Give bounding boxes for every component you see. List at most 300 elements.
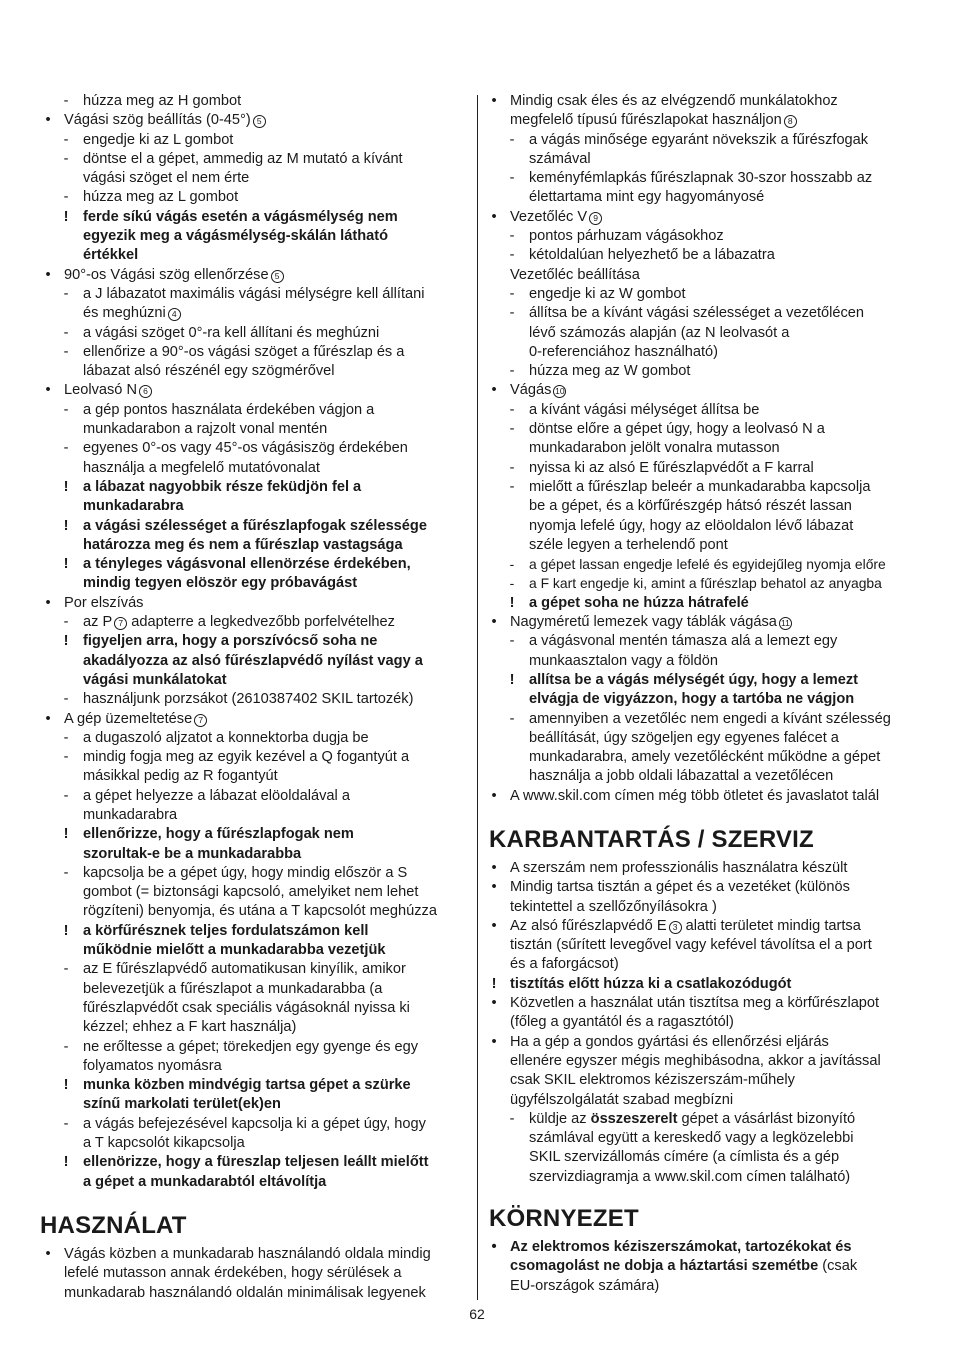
bullet-marker: • (491, 208, 497, 225)
dash-marker: - (63, 285, 69, 302)
warning-marker: ! (63, 826, 69, 843)
text-line (40, 304, 468, 323)
text-line (40, 420, 468, 439)
text-line (40, 555, 468, 574)
text-line (486, 1168, 916, 1187)
line-text: tisztítás előtt húzza ki a csatlakozódugót (510, 975, 792, 992)
right-column (486, 92, 916, 806)
figure-ref-icon: 8 (784, 115, 797, 128)
figure-ref-icon: 9 (589, 212, 602, 225)
text-line (486, 188, 916, 207)
bullet-marker: • (491, 93, 497, 109)
text-line (40, 748, 468, 767)
text-line (40, 980, 468, 999)
line-text: csomagolást ne dobja a háztartási szemétbe (510, 1258, 819, 1275)
column-divider (477, 95, 478, 1300)
line-text: működnie mielőtt a munkadarabba vezetjük (83, 942, 386, 959)
line-text: másikkal pedig az R fogantyút (83, 768, 278, 785)
line-text: munkadarabon jelölt vonalra mutasson (529, 440, 780, 457)
bullet-marker: • (491, 860, 497, 876)
text-line (40, 1284, 468, 1303)
figure-ref-icon: 7 (194, 714, 207, 727)
text-line (40, 1018, 468, 1037)
text-line (486, 459, 916, 478)
line-text: Vágási szög beállítás (0-45°) (64, 112, 251, 129)
text-line (40, 652, 468, 671)
line-text: döntse el a gépet, ammedig az M mutató a kívánt (83, 150, 403, 167)
line-text: keményfémlapkás fűrészlapnak 30-szor hosszabb az (529, 170, 873, 187)
line-text: beállítását, úgy szögeljen egy egyenes falécet a (529, 729, 839, 746)
line-text: Vezetőléc beállítása (510, 266, 640, 283)
text-line (486, 652, 916, 671)
line-text: munkadarabra (83, 806, 178, 823)
line-text: és meghúzni (83, 305, 166, 322)
line-text: (főleg a gyantától és a ragasztótól) (510, 1014, 734, 1031)
line-text-cont: (csak (818, 1258, 858, 1275)
dash-marker: - (63, 401, 69, 418)
line-text: 0-referenciához használható) (529, 343, 719, 360)
line-text: kapcsolja be a gépet úgy, hogy mindig először a S (83, 864, 408, 881)
line-text: széle legyen a terhelendő pont (529, 536, 728, 553)
text-line (40, 710, 468, 729)
line-text: engedje ki az L gombot (83, 131, 234, 148)
text-line (486, 1013, 916, 1032)
dash-marker: - (509, 421, 515, 438)
dash-marker: - (509, 633, 515, 650)
text-line (486, 246, 916, 265)
line-text: folyamatos nyomásra (83, 1057, 222, 1074)
dash-marker: - (63, 864, 69, 881)
line-text: a gépet soha ne húzza hátrafelé (529, 594, 749, 611)
dash-marker: - (63, 131, 69, 148)
line-text: lévő számozás alapján (az N leolvasót a (529, 324, 790, 341)
text-line (486, 710, 916, 729)
line-text: kétoldalúan helyezhető be a lábazatra (529, 247, 775, 264)
line-text: a gépet helyezze a lábazat elöoldalával a (83, 787, 350, 804)
line-text: a F kart engedje ki, amint a fűrészlap behatol az anyagba (529, 575, 882, 592)
text-line (40, 362, 468, 381)
line-text: használja a jobb oldali lábazattal a vezetőlécen (529, 768, 834, 785)
line-text: a lábazat nagyobbik része feküdjön fel a (83, 478, 362, 495)
line-text: a gépet lassan engedje lefelé és egyidejűleg nyomja előre (529, 556, 886, 573)
line-text: nyissa ki az alsó E fűrészlapvédőt a F karral (529, 459, 814, 476)
line-text: a T kapcsolót kikapcsolja (83, 1135, 245, 1152)
line-text: húzza meg az W gombot (529, 363, 691, 380)
line-text: egyenes 0°-os vagy 45°-os vágásiszög érdekében (83, 440, 408, 457)
line-text: tisztán (sűrített levegővel vagy kefével távolítsa el a port (510, 937, 872, 954)
line-text: a körfűrésznek teljes fordulatszámon kell (83, 922, 369, 939)
text-line (486, 1052, 916, 1071)
line-text-cont: alatti területet mindig tartsa (681, 917, 861, 934)
line-text: mindig tegyen elöször egy próbavágást (83, 575, 358, 592)
line-text: tekintettel a szellőzőnyílásokra ) (510, 898, 717, 915)
text-line (40, 517, 468, 536)
text-line (40, 285, 468, 304)
heading-usage: HASZNÁLAT (40, 1212, 187, 1239)
line-text: színű markolati terület(ek)en (83, 1096, 281, 1113)
text-line (40, 536, 468, 555)
dash-marker: - (509, 556, 515, 573)
warning-marker: ! (63, 1154, 69, 1171)
line-text: Ha a gép a gondos gyártási és ellenőrzési eljárás (510, 1033, 829, 1050)
text-line (486, 936, 916, 955)
dash-marker: - (509, 170, 515, 187)
text-line (40, 459, 468, 478)
line-text: Mindig csak éles és az elvégzendő munkálatokhoz (510, 93, 838, 109)
line-text: amennyiben a vezetőléc nem engedi a kívánt szélesség (529, 710, 891, 727)
line-text: gombot (= biztonsági kapcsoló, amelyiket nem lehet (83, 884, 419, 901)
line-text: a dugaszoló aljzatot a konnektorba dugja be (83, 729, 369, 746)
dash-marker: - (63, 150, 69, 167)
text-line (486, 304, 916, 323)
text-line (486, 787, 916, 806)
line-text: 90°-os Vágási szög ellenőrzése (64, 266, 269, 283)
text-line (486, 767, 916, 786)
text-line (40, 729, 468, 748)
line-text: munkadarabon a rajzolt vonal mentén (83, 421, 328, 438)
dash-marker: - (63, 324, 69, 341)
bullet-marker: • (491, 787, 497, 804)
text-line (486, 497, 916, 516)
line-text: szervizdiagramja a www.skil.com címen található) (529, 1168, 851, 1185)
line-text: húzza meg az L gombot (83, 189, 239, 206)
text-line (486, 150, 916, 169)
dash-marker: - (63, 1038, 69, 1055)
bullet-marker: • (45, 266, 51, 283)
text-line (40, 1134, 468, 1153)
line-text: fűrészlapvédőt csak speciális vágásoknál nyissa ki (83, 999, 410, 1016)
text-line (486, 439, 916, 458)
line-text: figyeljen arra, hogy a porszívócső soha ne (83, 633, 378, 650)
text-line (486, 381, 916, 400)
text-line (40, 111, 468, 130)
text-line (486, 266, 916, 285)
line-text: a tényleges vágásvonal ellenörzése érdekében, (83, 556, 411, 573)
text-line (40, 1153, 468, 1172)
figure-ref-icon: 4 (168, 308, 181, 321)
figure-ref-icon: 10 (555, 386, 565, 397)
line-text: és a faforgácsot) (510, 956, 619, 973)
warning-marker: ! (63, 517, 69, 534)
text-line (40, 1076, 468, 1095)
line-text: kézzel; ehhez a F kart használja) (83, 1019, 297, 1036)
line-text: Vezetőléc V (510, 208, 588, 225)
warning-marker: ! (509, 671, 515, 688)
text-line (486, 1129, 916, 1148)
dash-marker: - (509, 459, 515, 476)
line-text: munkadarab használandó oldalán minimálisak legyenek (64, 1284, 426, 1301)
text-line (486, 1148, 916, 1167)
text-line (40, 439, 468, 458)
line-text: a kívánt vágási mélységet állítsa be (529, 401, 760, 418)
text-line (40, 922, 468, 941)
text-line (40, 960, 468, 979)
figure-ref-icon: 3 (669, 921, 682, 934)
line-text: vágási szöget el nem érte (83, 170, 250, 187)
dash-marker: - (509, 131, 515, 148)
line-text: vágási munkálatokat (83, 671, 227, 688)
text-line (486, 111, 916, 130)
text-line (40, 864, 468, 883)
text-line (40, 1264, 468, 1283)
text-line (486, 748, 916, 767)
text-line (486, 1238, 916, 1257)
bullet-marker: • (491, 879, 497, 896)
dash-marker: - (63, 787, 69, 804)
text-line (486, 169, 916, 188)
bullet-marker: • (491, 1033, 497, 1050)
dash-marker: - (63, 961, 69, 978)
text-line (40, 1057, 468, 1076)
text-line (486, 917, 916, 936)
bullet-marker: • (45, 1246, 51, 1262)
text-line (486, 324, 916, 343)
dash-marker: - (509, 575, 515, 592)
dash-marker: - (509, 247, 515, 264)
text-line (40, 1173, 468, 1192)
text-line (40, 131, 468, 150)
bullet-marker: • (45, 382, 51, 399)
text-line (40, 671, 468, 690)
line-text: értékkel (83, 247, 139, 264)
text-line (40, 188, 468, 207)
bullet-marker: • (491, 995, 497, 1012)
text-line (486, 729, 916, 748)
heading-maintenance: KARBANTARTÁS / SZERVIZ (489, 826, 814, 853)
line-text: az P (83, 614, 113, 631)
line-text: ügyfélszolgálatát szabad megbízni (510, 1091, 734, 1108)
text-line (40, 478, 468, 497)
text-line (40, 401, 468, 420)
usage-section (40, 1245, 468, 1303)
line-text: Közvetlen a használat után tisztítsa meg a körfűrészlapot (510, 995, 880, 1012)
text-line (40, 227, 468, 246)
line-text: állítsa be a kívánt vágási szélességet a vezetőlécen (529, 305, 865, 322)
line-text-bold: összeszerelt (590, 1110, 678, 1127)
line-text: döntse előre a gépet úgy, hogy a leolvasó N a (529, 421, 825, 438)
line-text: Por elszívás (64, 594, 144, 611)
line-text: szorultak-e be a munkadarabba (83, 845, 302, 862)
line-text: ellenére egyszer mégis meghibásodna, akkor a javítással (510, 1052, 881, 1069)
bullet-marker: • (491, 382, 497, 399)
line-text: belevezetjük a fűrészlapot a munkadarabba (a (83, 980, 383, 997)
figure-ref-icon: 5 (253, 115, 266, 128)
text-line (486, 594, 916, 613)
dash-marker: - (63, 691, 69, 708)
line-text: a vágási szélességet a fűrészlapfogak szélessége (83, 517, 427, 534)
line-text: egyezik meg a vágásmélység-skálán látható (83, 228, 388, 245)
text-line (486, 671, 916, 690)
line-text-cont: adapterre a legkedvezőbb porfelvételhez (127, 614, 395, 631)
text-line (40, 1245, 468, 1264)
line-text: a vágásvonal mentén támasza alá a lemezt egy (529, 633, 838, 650)
line-text: számlával együtt a kereskedő vagy a legközelebbi (529, 1130, 854, 1147)
maintenance-section (486, 859, 916, 1187)
warning-marker: ! (63, 478, 69, 495)
line-text: Mindig tartsa tisztán a gépet és a vezetéket (különös (510, 879, 850, 896)
text-line (486, 859, 916, 878)
environment-section (486, 1238, 916, 1296)
text-line (486, 632, 916, 651)
text-line (486, 420, 916, 439)
text-line (486, 362, 916, 381)
warning-marker: ! (509, 594, 515, 611)
text-line (486, 1110, 916, 1129)
line-text: be a gépet, és a körfűrészgép hátsó részét lassan (529, 498, 852, 515)
bullet-marker: • (491, 1239, 497, 1255)
dash-marker: - (63, 729, 69, 746)
text-line (40, 324, 468, 343)
text-line (40, 381, 468, 400)
page-number: 62 (469, 1306, 485, 1322)
line-text: számával (529, 150, 591, 167)
line-text: a gép pontos használata érdekében vágjon a (83, 401, 375, 418)
heading-environment: KÖRNYEZET (489, 1205, 639, 1232)
text-line (40, 208, 468, 227)
dash-marker: - (509, 285, 515, 302)
line-text: a gépet a munkadarabtól eltávolítja (83, 1173, 327, 1190)
text-line (40, 999, 468, 1018)
line-text: ellenőrize a 90°-os vágási szöget a fűrészlap és a (83, 343, 405, 360)
warning-marker: ! (63, 1077, 69, 1094)
dash-marker: - (509, 363, 515, 380)
line-text: határozza meg és nem a fűrészlap vastagsága (83, 536, 403, 553)
figure-ref-icon: 11 (779, 617, 792, 630)
text-line (40, 169, 468, 188)
text-line (486, 878, 916, 897)
text-line (40, 497, 468, 516)
text-line (40, 902, 468, 921)
dash-marker: - (509, 478, 515, 495)
line-text: rögzíteni) benyomja, és utána a T kapcsolót meghúzza (83, 903, 437, 920)
text-line (40, 787, 468, 806)
text-line (486, 690, 916, 709)
line-text: Vágás (510, 382, 552, 399)
text-line (486, 92, 916, 111)
line-text: Az alsó fűrészlapvédő E (510, 917, 667, 934)
dash-marker: - (63, 440, 69, 457)
text-line (40, 806, 468, 825)
bullet-marker: • (45, 710, 51, 727)
line-text: nyomja lefelé úgy, hogy az elöoldalon lévő lábazat (529, 517, 854, 534)
text-line (40, 266, 468, 285)
line-text: ellenörizze, hogy a füreszlap teljesen leállt mielőtt (83, 1154, 429, 1171)
line-text: pontos párhuzam vágásokhoz (529, 228, 724, 245)
text-line (486, 955, 916, 974)
dash-marker: - (63, 749, 69, 766)
figure-ref-icon: 7 (114, 617, 127, 630)
line-text: csak SKIL elektromos kéziszerszám-műhely (510, 1072, 795, 1089)
line-text: engedje ki az W gombot (529, 285, 686, 302)
text-line (486, 536, 916, 555)
text-line (40, 825, 468, 844)
line-text: Leolvasó N (64, 382, 138, 399)
text-line (40, 246, 468, 265)
warning-marker: ! (63, 556, 69, 573)
line-text: SKIL szervizállomás címére (a címlista és a gép (529, 1149, 840, 1166)
line-text: az E fűrészlapvédő automatikusan kinyílik, amikor (83, 961, 406, 978)
text-line (40, 150, 468, 169)
text-line (486, 401, 916, 420)
bullet-marker: • (45, 112, 51, 129)
line-text: Az elektromos kéziszerszámokat, tartozékokat és (510, 1239, 852, 1255)
line-text: a vágási szöget 0°-ra kell állítani és meghúzni (83, 324, 380, 341)
dash-marker: - (63, 614, 69, 631)
dash-marker: - (509, 401, 515, 418)
text-line (486, 131, 916, 150)
text-line (486, 994, 916, 1013)
left-column (40, 92, 468, 1192)
text-line (486, 1033, 916, 1052)
line-text: munkadarabra (83, 498, 184, 515)
warning-marker: ! (491, 975, 497, 992)
bullet-marker: • (491, 917, 497, 934)
text-line (40, 574, 468, 593)
text-line (40, 845, 468, 864)
text-line (486, 1071, 916, 1090)
line-text: elvágja de vigyázzon, hogy a tartóba ne vágjon (529, 691, 855, 708)
line-text: küldje az (529, 1110, 591, 1127)
line-text: a vágás minősége egyaránt növekszik a fűrészfogak (529, 131, 869, 148)
line-text: használjunk porzsákot (2610387402 SKIL tartozék) (83, 691, 414, 708)
dash-marker: - (63, 343, 69, 360)
text-line (40, 1115, 468, 1134)
text-line (486, 478, 916, 497)
text-line (40, 343, 468, 362)
line-text: mindig fogja meg az egyik kezével a Q fogantyút a (83, 749, 410, 766)
text-line (486, 613, 916, 632)
line-text: a vágás befejezésével kapcsolja ki a gépet úgy, hogy (83, 1115, 426, 1132)
line-text: Nagyméretű lemezek vagy táblák vágása (510, 614, 777, 631)
line-text: EU-országok számára) (510, 1277, 660, 1294)
dash-marker: - (509, 710, 515, 727)
text-line (40, 92, 468, 111)
line-text: élettartama mint egy hagyományosé (529, 189, 765, 206)
line-text: húzza meg az H gombot (83, 93, 242, 109)
line-text: használja a megfelelő mutatóvonalat (83, 459, 320, 476)
line-text: A gép üzemeltetése (64, 710, 193, 727)
line-text: A szerszám nem professzionális használatra készült (510, 860, 848, 876)
text-line (40, 883, 468, 902)
text-line (40, 1095, 468, 1114)
text-line (40, 613, 468, 632)
bullet-marker: • (45, 594, 51, 611)
line-text: mielőtt a fűrészlap beleér a munkadarabba kapcsolja (529, 478, 871, 495)
warning-marker: ! (63, 208, 69, 225)
line-text: lábazat alsó részénél egy szögmérővel (83, 363, 335, 380)
dash-marker: - (63, 189, 69, 206)
dash-marker: - (509, 228, 515, 245)
line-text: munkadarabra, amely vezetőlécként működne a gépet (529, 749, 881, 766)
line-text: munkaasztalon vagy a földön (529, 652, 719, 669)
line-text-cont: gépet a vásárlást bizonyító (677, 1110, 856, 1127)
line-text: Vágás közben a munkadarab használandó oldala mindig (64, 1246, 431, 1262)
text-line (40, 594, 468, 613)
dash-marker: - (509, 305, 515, 322)
line-text: ne erőltesse a gépet; törekedjen egy gyenge és egy (83, 1038, 419, 1055)
text-line (486, 898, 916, 917)
dash-marker: - (63, 93, 69, 109)
text-line (486, 555, 916, 574)
text-line (40, 1038, 468, 1057)
line-text: munka közben mindvégig tartsa gépet a szürke (83, 1077, 411, 1094)
figure-ref-icon: 6 (139, 385, 152, 398)
line-text: megfelelő típusú fűrészlapokat használjon (510, 112, 782, 129)
text-line (486, 1277, 916, 1296)
text-line (486, 574, 916, 593)
dash-marker: - (509, 1110, 515, 1127)
text-line (486, 517, 916, 536)
